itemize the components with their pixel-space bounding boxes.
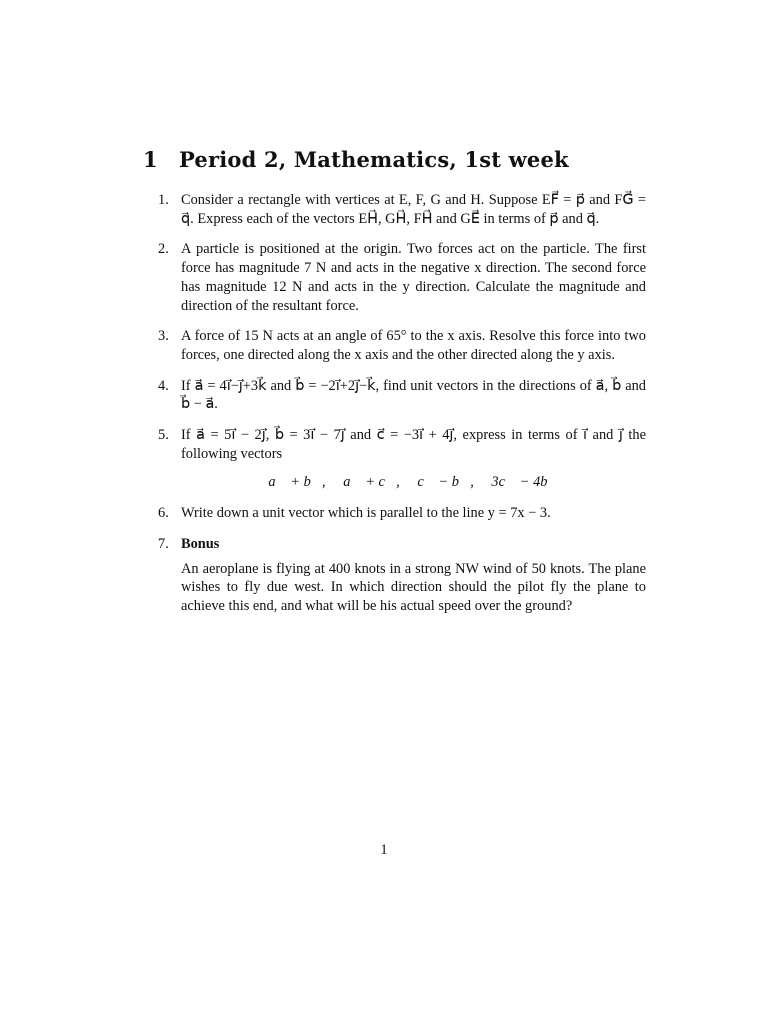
display-term: 3c⃗ − 4b⃗ [491,474,559,491]
display-term: c⃗ − b⃗, [417,474,474,491]
question-2 [158,240,646,315]
display-term: a⃗ + c⃗, [343,474,400,491]
question-text: A particle is positioned at the origin. Two forces act on the particle. The first force has magnitude 7 N and acts in the negative x direction. The second force has magnitude 12 N and acts in the y direction. Calculate the magnitude and direction of the resultant force. [181,241,646,314]
question-text: An aeroplane is flying at 400 knots in a strong NW wind of 50 knots. The plane wishes to fly due west. In which direction should the pilot fly the plane to achieve this end, and what will be his actual speed over the ground? [181,560,646,614]
question-number: 2. [158,241,169,258]
section-heading [143,147,569,172]
question-number: 5. [158,427,169,444]
bonus-title: Bonus [181,535,220,552]
question-1 [158,191,646,228]
question-text: If a⃗ = 5i⃗ − 2j⃗, b⃗ = 3i⃗ − 7j⃗ and c⃗ = −3i⃗ + 4j⃗, express in terms of i⃗ and j⃗ the following vectors [181,427,646,462]
question-4 [158,377,646,414]
question-text: Consider a rectangle with vertices at E, F, G and H. Suppose EF⃗ = p⃗ and FG⃗ = q⃗. Express each of the vectors EH⃗, GH⃗, FH⃗ and GE⃗ in terms of p⃗ and q⃗. [181,192,646,227]
question-3 [158,327,646,364]
question-list [158,191,646,628]
display-equation [181,473,646,492]
question-number: 3. [158,328,169,345]
question-text: A force of 15 N acts at an angle of 65° to the x axis. Resolve this force into two forces, one directed along the x axis and the other directed along the y axis. [181,328,646,363]
question-text: If a⃗ = 4i⃗−j⃗+3k⃗ and b⃗ = −2i⃗+2j⃗−k⃗, find unit vectors in the directions of a⃗, b⃗ and b⃗ − a⃗. [181,377,646,413]
section-title-text: Period 2, Mathematics, 1st week [179,147,569,172]
page-number: 1 [380,842,388,858]
question-5 [158,426,646,492]
question-number: 1. [158,192,169,208]
question-7 [158,535,646,616]
display-term: a⃗ + b⃗, [268,474,326,491]
question-number: 7. [158,535,169,552]
question-text: Write down a unit vector which is parallel to the line y = 7x − 3. [181,505,551,522]
question-6 [158,504,646,523]
question-number: 6. [158,505,169,522]
question-number: 4. [158,377,169,394]
section-number: 1 [143,147,158,172]
